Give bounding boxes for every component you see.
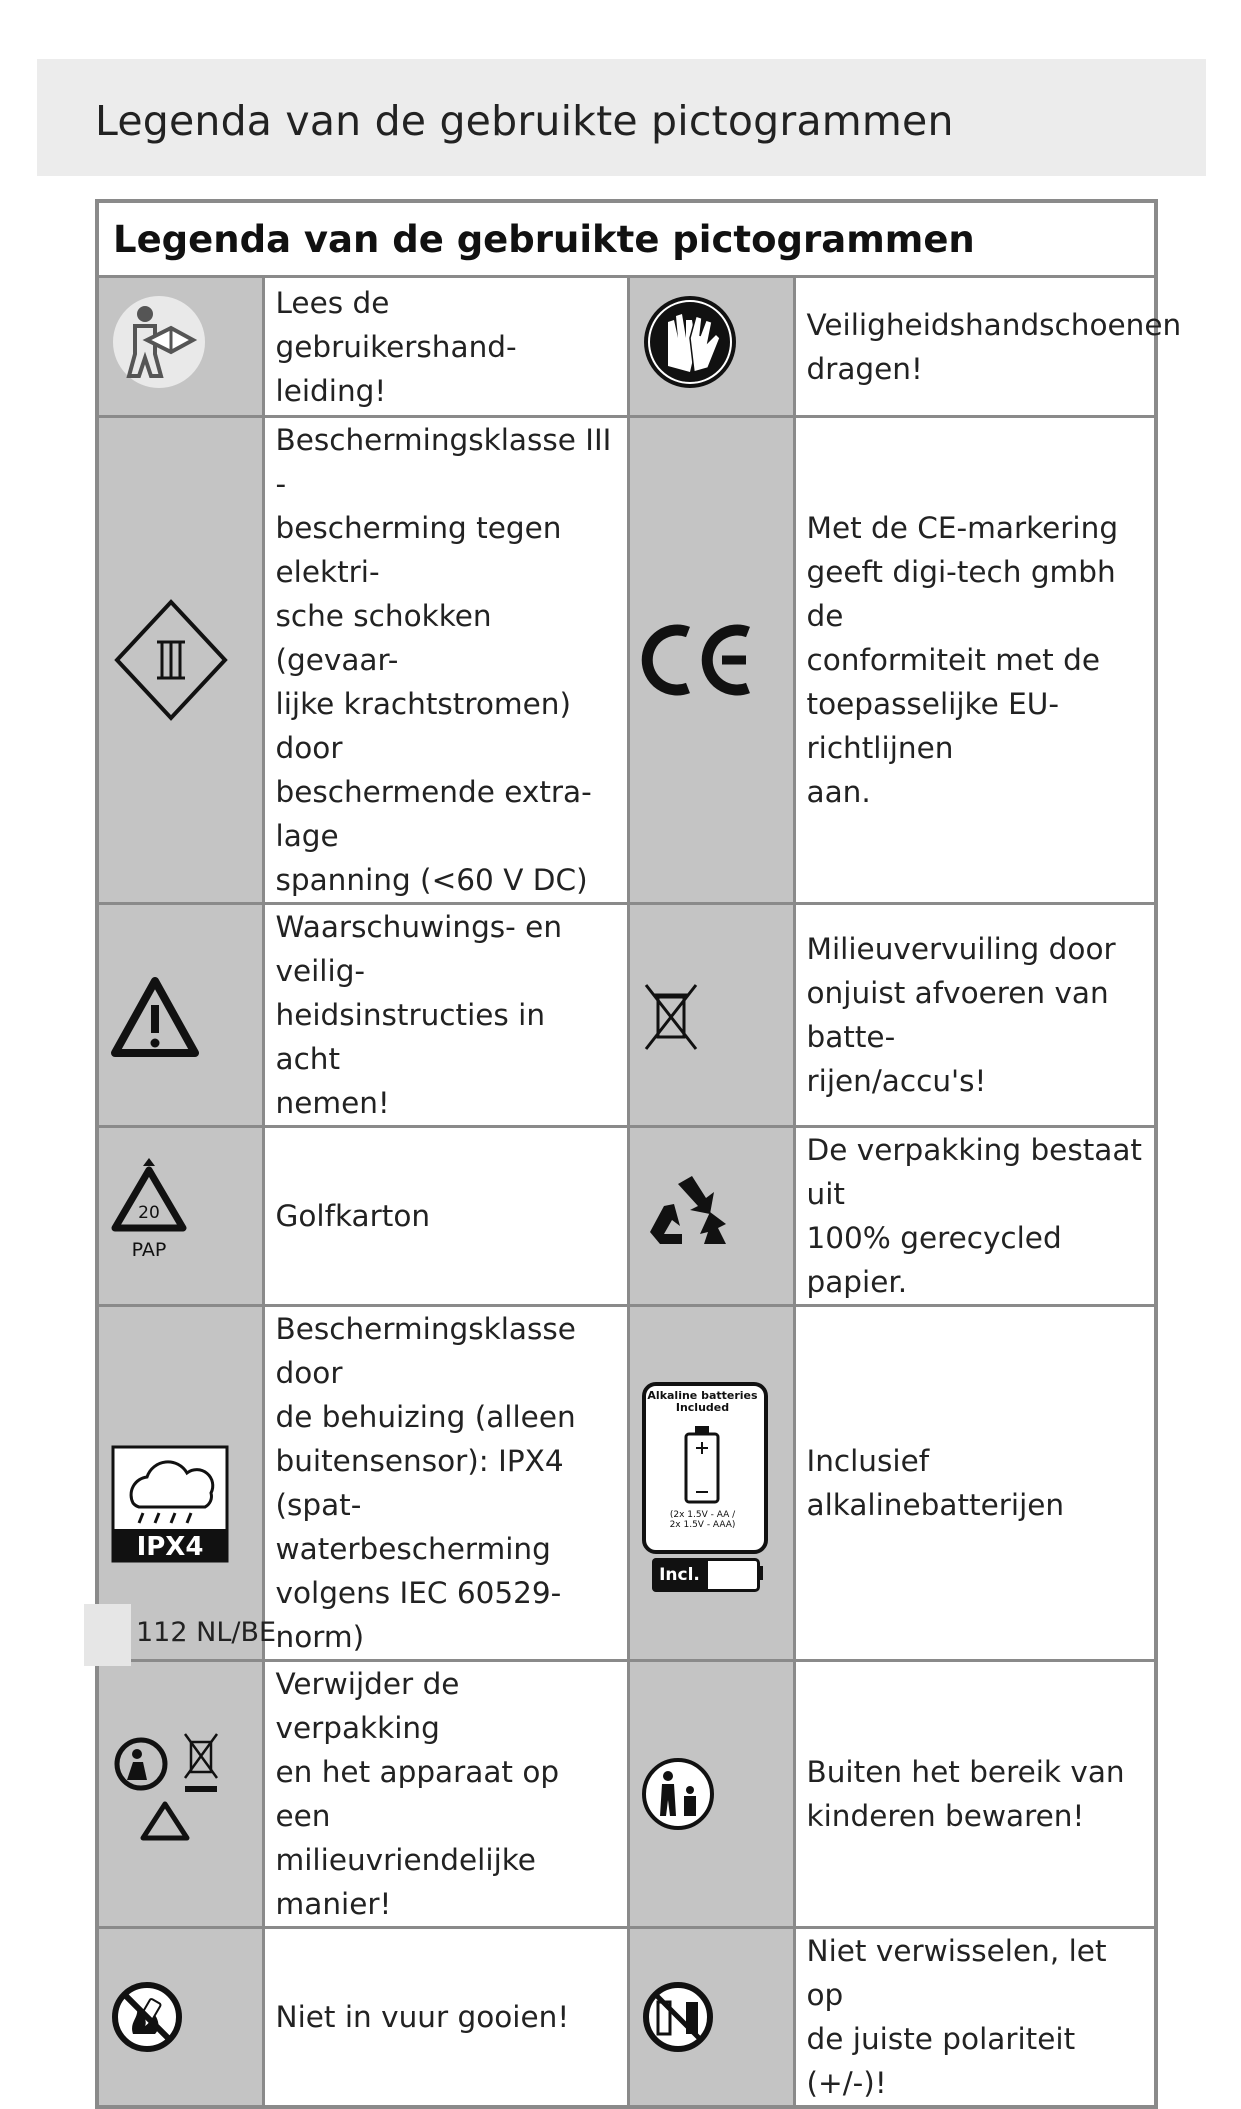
legend-table xyxy=(95,199,1182,2109)
read-manual-icon xyxy=(99,280,265,414)
description-text: Buiten het bereik van kinderen bewaren! xyxy=(794,1661,1156,1928)
description-text: Niet verwisselen, let op de juiste polariteit (+/-)! xyxy=(794,1928,1156,2108)
keep-away-children-icon xyxy=(630,1714,796,1874)
warning-triangle-icon xyxy=(99,945,265,1085)
page-number: 112 NL/BE xyxy=(136,1617,277,1648)
icon-cell xyxy=(628,1661,794,1928)
crossed-bin-icon xyxy=(630,945,796,1085)
description-text: Inclusief alkalinebatterijen xyxy=(794,1306,1156,1661)
description-text: Verwijder de verpakking en het apparaat op een milieuvriendelijke manier! xyxy=(263,1661,628,1928)
table-row xyxy=(97,1928,1156,2108)
description-text: Beschermingsklasse door de behuizing (alleen buitensensor): IPX4 (spat- waterbescherming volgens IEC 60529-norm) xyxy=(263,1306,628,1661)
table-row xyxy=(97,277,1156,417)
icon-cell xyxy=(97,1127,263,1306)
pap-number: 20 xyxy=(138,1203,160,1223)
description-text: Lees de gebruikershand- leiding! xyxy=(263,277,628,417)
description-text: Veiligheidshandschoenen dragen! xyxy=(794,277,1156,417)
description-text: Golfkarton xyxy=(263,1127,628,1306)
no-fire-icon xyxy=(99,1962,265,2072)
alkaline-batteries-icon xyxy=(630,1368,796,1598)
icon-cell xyxy=(97,1661,263,1928)
description-text: Beschermingsklasse III - bescherming tegen elektri- sche schokken (gevaar- lijke krachtstromen) door beschermende extra-lage spanning (<60 V DC) xyxy=(263,417,628,904)
page-title: Legenda van de gebruikte pictogrammen xyxy=(95,97,954,145)
protection-class-iii-icon xyxy=(99,580,265,740)
icon-cell xyxy=(97,1928,263,2108)
icon-cell xyxy=(628,417,794,904)
description-text: Waarschuwings- en veilig- heidsinstructies in acht nemen! xyxy=(263,904,628,1127)
description-text: Milieuvervuiling door onjuist afvoeren van batte- rijen/accu's! xyxy=(794,904,1156,1127)
batteries-included-label: Alkaline batteries Included xyxy=(647,1389,758,1414)
pap-20-recycling-icon xyxy=(99,1154,265,1278)
check-polarity-icon xyxy=(630,1962,796,2072)
table-row xyxy=(97,1661,1156,1928)
ce-mark-icon xyxy=(630,580,796,740)
pap-label: PAP xyxy=(131,1239,167,1261)
icon-cell xyxy=(97,277,263,417)
description-text: Met de CE-markering geeft digi-tech gmbh de conformiteit met de toepasselijke EU-richtlijnen aan. xyxy=(794,417,1156,904)
table-title-cell xyxy=(97,201,1156,277)
icon-cell xyxy=(628,1306,794,1661)
table-row xyxy=(97,1306,1156,1661)
icon-cell xyxy=(97,904,263,1127)
icon-cell xyxy=(97,417,263,904)
icon-cell xyxy=(628,1127,794,1306)
icon-cell xyxy=(628,277,794,417)
description-text: De verpakking bestaat uit 100% gerecycled papier. xyxy=(794,1127,1156,1306)
table-row xyxy=(97,417,1156,904)
table-title-row xyxy=(97,201,1156,277)
icon-cell xyxy=(628,1928,794,2108)
eco-disposal-icon xyxy=(99,1714,265,1874)
batteries-spec-label: (2x 1.5V - AA / 2x 1.5V - AAA) xyxy=(669,1510,736,1530)
icon-cell xyxy=(628,904,794,1127)
table-row xyxy=(97,904,1156,1127)
table-row xyxy=(97,1127,1156,1306)
footer-page-marker xyxy=(84,1604,131,1666)
table-title: Legenda van de gebruikte pictogrammen xyxy=(113,217,975,261)
ipx4-label: IPX4 xyxy=(136,1532,204,1562)
header-band xyxy=(37,59,1206,176)
ipx4-icon xyxy=(99,1383,265,1583)
recycling-arrows-icon xyxy=(630,1154,796,1278)
description-text: Niet in vuur gooien! xyxy=(263,1928,628,2108)
incl-label: Incl. xyxy=(652,1558,708,1592)
safety-gloves-icon xyxy=(630,280,796,414)
